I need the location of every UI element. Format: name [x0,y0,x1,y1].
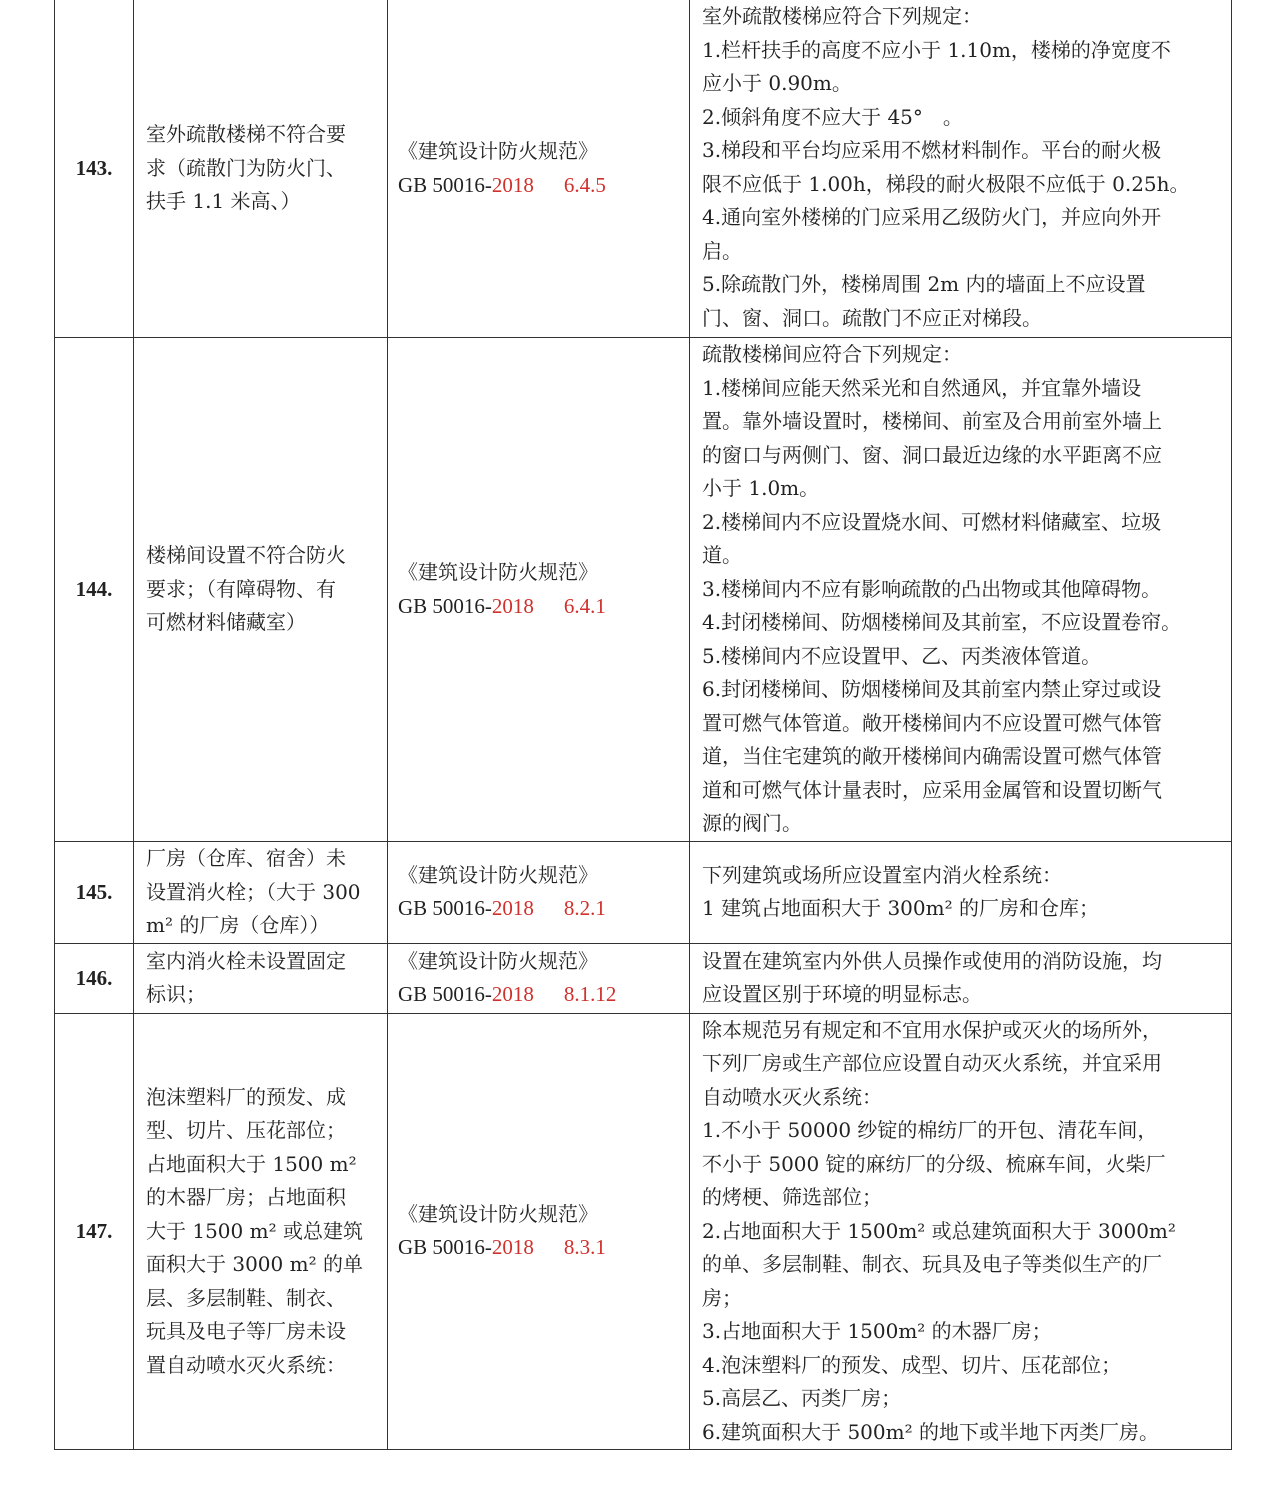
rule-cell [690,943,1232,1013]
rule-line: 2.占地面积大于 1500m² 或总建筑面积大于 3000m² [702,1218,1176,1243]
table-row [55,842,1232,944]
reference-cell [388,842,690,944]
issue-line: 求（疏散门为防火门、 [146,155,346,180]
regulation-table [54,0,1232,1450]
issue-cell [134,338,388,842]
rule-line: 1 建筑占地面积大于 300m² 的厂房和仓库； [702,896,1099,921]
issue-cell [134,842,388,944]
rule-line: 3.楼梯间内不应有影响疏散的凸出物或其他障碍物。 [702,576,1162,601]
rule-cell [690,842,1232,944]
rule-line: 4.泡沫塑料厂的预发、成型、切片、压花部位； [702,1352,1122,1377]
table-row [55,0,1232,338]
issue-line: 扶手 1.1 米高、） [146,189,301,214]
issue-line: 大于 1500 m² 或总建筑 [146,1218,363,1243]
reference-clause: 8.2.1 [563,896,606,921]
issue-line: 室内消火栓未设置固定 [146,948,346,973]
table-row [55,338,1232,842]
issue-line: m² 的厂房（仓库）） [146,913,330,937]
table-row [55,1013,1232,1450]
rule-line: 自动喷水灭火系统： [702,1084,882,1109]
issue-line: 的木器厂房；占地面积 [146,1185,346,1209]
issue-line: 占地面积大于 1500 m² [146,1151,357,1176]
reference-cell [388,338,690,842]
rule-line: 的单、多层制鞋、制衣、玩具及电子等类似生产的厂 [702,1252,1162,1276]
rule-line: 置可燃气体管道。敞开楼梯间内不应设置可燃气体管 [702,710,1162,735]
item-number: 147. [55,1013,134,1450]
issue-line: 层、多层制鞋、制衣、 [146,1285,346,1310]
reference-title: 《建筑设计防火规范》 [398,139,598,163]
reference-title: 《建筑设计防火规范》 [398,862,598,887]
reference-title: 《建筑设计防火规范》 [398,948,598,973]
rule-line: 道，当住宅建筑的敞开楼梯间内确需设置可燃气体管 [702,744,1162,768]
item-number: 145. [55,842,134,944]
reference-code: GB 50016- [398,593,492,618]
rule-line: 的烤梗、筛选部位； [702,1185,882,1209]
issue-line: 厂房（仓库、宿舍）未 [146,846,346,870]
rule-line: 除本规范另有规定和不宜用水保护或灭火的场所外， [702,1017,1162,1042]
reference-year: 2018 [491,982,534,1006]
item-number: 143. [55,0,134,338]
rule-line: 应设置区别于环境的明显标志。 [702,982,982,1006]
rule-line: 室外疏散楼梯应符合下列规定： [702,4,982,28]
issue-line: 要求；（有障碍物、有 [146,576,336,601]
issue-cell [134,0,388,338]
reference-title: 《建筑设计防火规范》 [398,1201,598,1226]
rule-line: 道和可燃气体计量表时，应采用金属管和设置切断气 [702,777,1162,802]
rule-line: 5.楼梯间内不应设置甲、乙、丙类液体管道。 [702,643,1102,668]
issue-line: 置自动喷水灭火系统： [146,1352,346,1377]
rule-line: 5.除疏散门外，楼梯周围 2m 内的墙面上不应设置 [702,272,1146,296]
issue-line: 型、切片、压花部位； [146,1118,346,1142]
rule-line: 房； [702,1285,742,1310]
reference-year: 2018 [491,896,534,921]
issue-cell [134,1013,388,1450]
reference-code: GB 50016- [398,896,492,921]
reference-clause: 8.3.1 [563,1235,606,1260]
rule-line: 4.通向室外楼梯的门应采用乙级防火门，并应向外开 [702,205,1162,229]
issue-line: 标识； [146,982,206,1006]
reference-cell [388,943,690,1013]
reference-code: GB 50016- [398,1235,492,1260]
rule-line: 5.高层乙、丙类厂房； [702,1386,902,1410]
item-number: 146. [55,943,134,1013]
rule-line: 1.楼梯间应能天然采光和自然通风，并宜靠外墙设 [702,375,1142,400]
rule-line: 源的阀门。 [702,811,802,835]
rule-line: 道。 [702,543,742,567]
issue-line: 楼梯间设置不符合防火 [146,543,346,568]
reference-title: 《建筑设计防火规范》 [398,560,598,584]
item-number: 144. [55,338,134,842]
rule-line: 6.建筑面积大于 500m² 的地下或半地下丙类厂房。 [702,1419,1159,1444]
table-row [55,943,1232,1013]
issue-line: 玩具及电子等厂房未设 [146,1319,346,1343]
rule-line: 应小于 0.90m。 [702,71,852,95]
rule-line: 下列厂房或生产部位应设置自动灭火系统，并宜采用 [702,1051,1162,1075]
issue-line: 泡沫塑料厂的预发、成 [146,1084,346,1109]
issue-cell [134,943,388,1013]
reference-year: 2018 [491,593,534,618]
rule-line: 的窗口与两侧门、窗、洞口最近边缘的水平距离不应 [702,442,1162,467]
rule-cell [690,338,1232,842]
rule-line: 3.梯段和平台均应采用不燃材料制作。平台的耐火极 [702,138,1162,162]
rule-cell [690,1013,1232,1450]
rule-line: 下列建筑或场所应设置室内消火栓系统： [702,862,1062,887]
reference-clause: 6.4.1 [563,593,606,618]
issue-line: 面积大于 3000 m² 的单 [146,1252,363,1276]
reference-code: GB 50016- [398,982,492,1006]
rule-line: 4.封闭楼梯间、防烟楼梯间及其前室，不应设置卷帘。 [702,610,1182,634]
rule-line: 置。靠外墙设置时，楼梯间、前室及合用前室外墙上 [702,409,1162,433]
reference-year: 2018 [491,172,534,197]
rule-line: 2.倾斜角度不应大于 45° 。 [702,104,963,129]
reference-year: 2018 [491,1235,534,1260]
rule-line: 3.占地面积大于 1500m² 的木器厂房； [702,1319,1052,1343]
issue-line: 设置消火栓；（大于 300 [146,879,361,904]
reference-cell [388,0,690,338]
reference-clause: 8.1.12 [563,982,617,1006]
rule-line: 6.封闭楼梯间、防烟楼梯间及其前室内禁止穿过或设 [702,677,1162,701]
rule-line: 1.栏杆扶手的高度不应小于 1.10m，楼梯的净宽度不 [702,37,1171,62]
rule-line: 启。 [702,238,742,263]
rule-line: 限不应低于 1.00h，梯段的耐火极限不应低于 0.25h。 [702,171,1190,196]
reference-code: GB 50016- [398,172,492,197]
issue-line: 室外疏散楼梯不符合要 [146,122,346,147]
rule-line: 不小于 5000 锭的麻纺厂的分级、梳麻车间，火柴厂 [702,1151,1166,1176]
reference-cell [388,1013,690,1450]
rule-line: 设置在建筑室内外供人员操作或使用的消防设施，均 [702,948,1162,973]
reference-clause: 6.4.5 [563,172,606,197]
issue-line: 可燃材料储藏室） [146,610,306,635]
rule-line: 门、窗、洞口。疏散门不应正对梯段。 [702,305,1042,330]
rule-line: 疏散楼梯间应符合下列规定： [702,342,962,366]
rule-line: 2.楼梯间内不应设置烧水间、可燃材料储藏室、垃圾 [702,509,1162,534]
rule-line: 1.不小于 50000 纱锭的棉纺厂的开包、清花车间， [702,1118,1158,1142]
rule-cell [690,0,1232,338]
rule-line: 小于 1.0m。 [702,476,820,500]
